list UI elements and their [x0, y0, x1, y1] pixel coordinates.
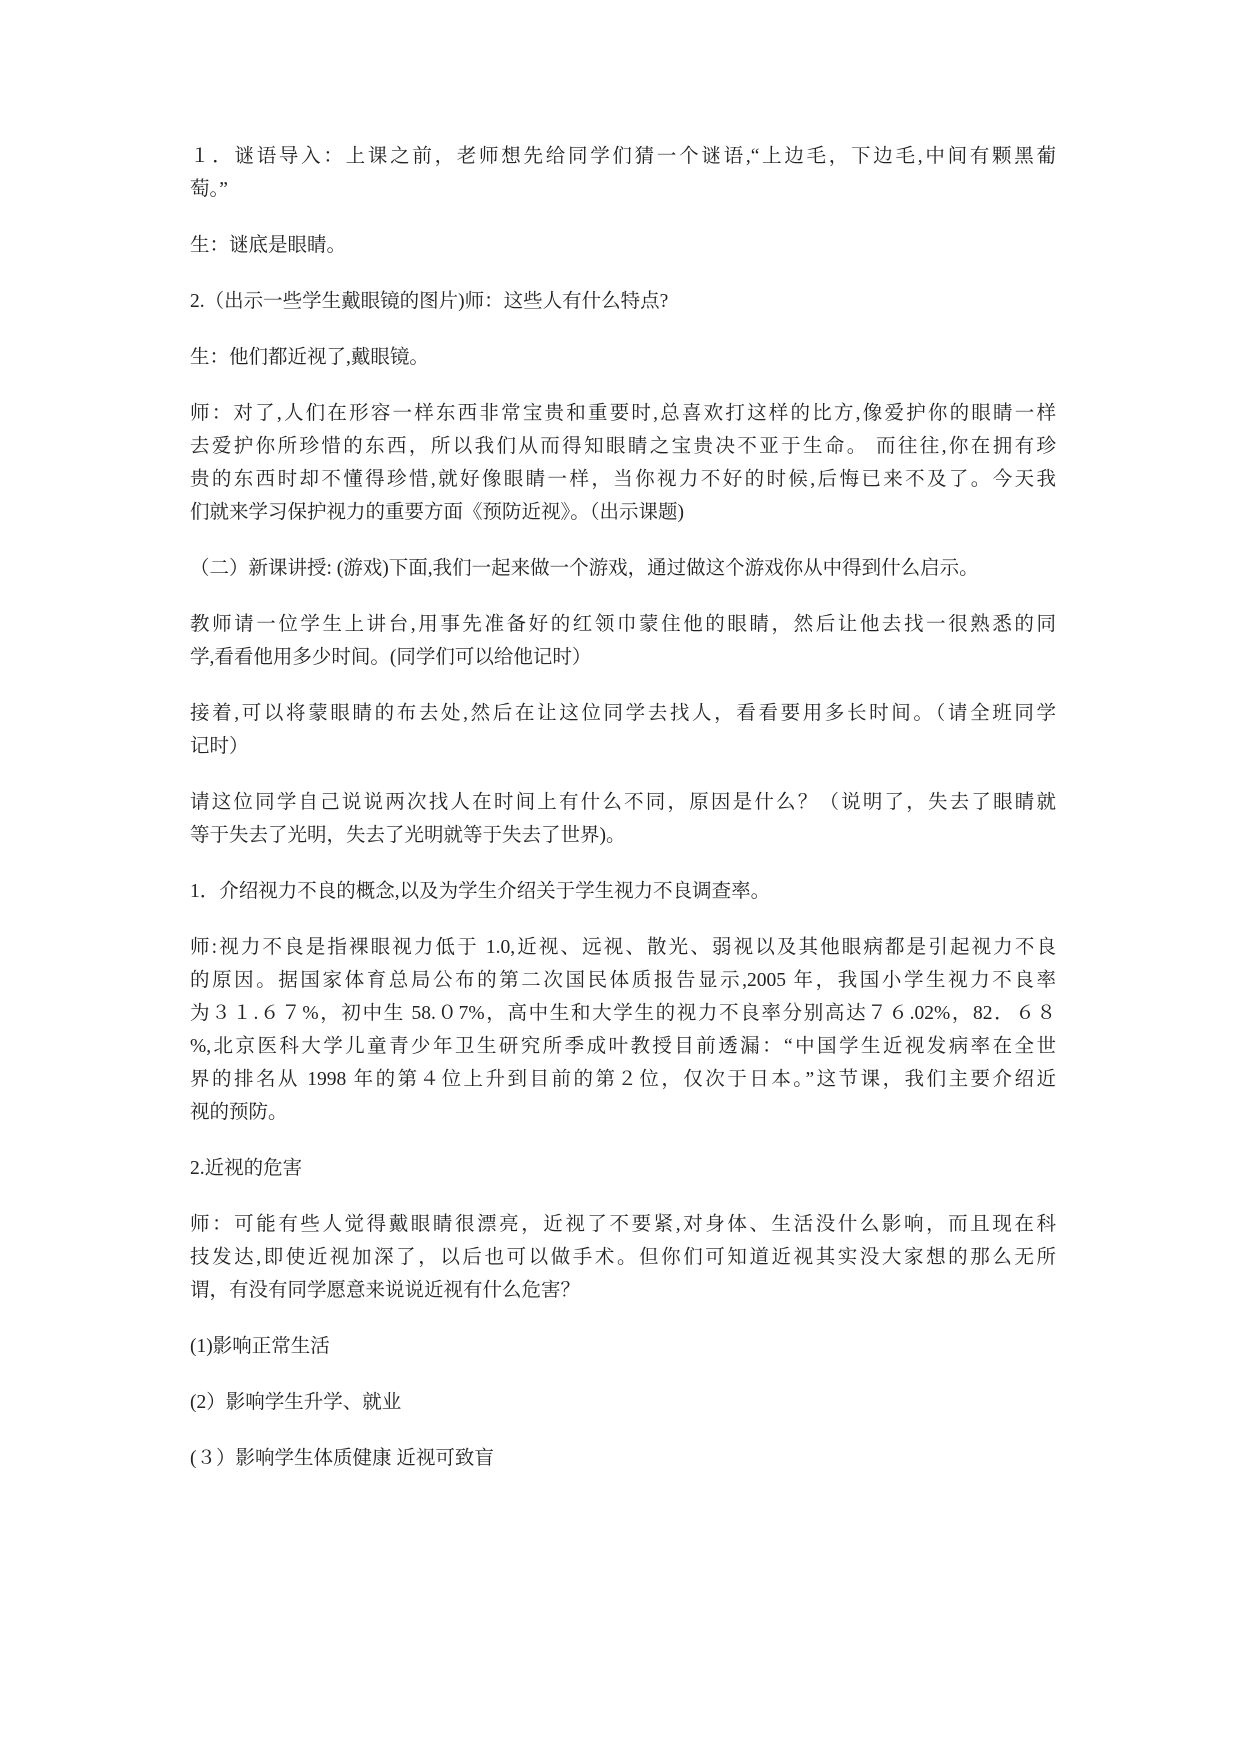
text-line: 生：谜底是眼睛。 — [190, 235, 347, 256]
paragraph — [190, 608, 1056, 674]
text-line: (2）影响学生升学、就业 — [190, 1392, 402, 1413]
paragraph — [190, 285, 1056, 318]
text-line: 2.（出示一些学生戴眼镜的图片)师：这些人有什么特点? — [190, 291, 669, 312]
text-line: 师:视力不良是指裸眼视力低于 1.0,近视、远视、散光、弱视以及其他眼病都是引起视力不良 — [190, 937, 1056, 958]
text-line: （二）新课讲授: (游戏)下面,我们一起来做一个游戏，通过做这个游戏你从中得到什么启示。 — [190, 558, 979, 579]
text-line: 萄。” — [190, 179, 228, 200]
text-line: 的原因。据国家体育总局公布的第二次国民体质报告显示,2005 年，我国小学生视力不良率 — [190, 970, 1056, 991]
text-line: 生：他们都近视了,戴眼镜。 — [190, 347, 429, 368]
paragraph — [190, 697, 1056, 763]
text-line: 1．介绍视力不良的概念,以及为学生介绍关于学生视力不良调查率。 — [190, 881, 771, 902]
paragraph — [190, 1442, 1056, 1475]
paragraph — [190, 397, 1056, 529]
text-line: (1)影响正常生活 — [190, 1336, 330, 1357]
text-line: 2.近视的危害 — [190, 1158, 303, 1179]
text-line: 界的排名从 1998 年的第４位上升到目前的第２位，仅次于日本。”这节课，我们主要介绍近 — [190, 1069, 1056, 1090]
paragraph — [190, 140, 1056, 206]
text-line: 等于失去了光明，失去了光明就等于失去了世界)。 — [190, 825, 626, 846]
text-line: 记时） — [190, 736, 249, 757]
text-line: 教师请一位学生上讲台,用事先准备好的红领巾蒙住他的眼睛，然后让他去找一很熟悉的同 — [190, 614, 1056, 635]
paragraph — [190, 229, 1056, 262]
text-line: 技发达,即使近视加深了，以后也可以做手术。但你们可知道近视其实没大家想的那么无所 — [190, 1247, 1056, 1268]
paragraph — [190, 786, 1056, 852]
paragraph — [190, 1386, 1056, 1419]
paragraph — [190, 552, 1056, 585]
paragraph — [190, 931, 1056, 1129]
text-line: 学,看看他用多少时间。(同学们可以给他记时） — [190, 647, 592, 668]
text-line: 师：可能有些人觉得戴眼睛很漂亮，近视了不要紧,对身体、生活没什么影响，而且现在科 — [190, 1214, 1056, 1235]
text-line: 贵的东西时却不懂得珍惜,就好像眼睛一样，当你视力不好的时候,后悔已来不及了。今天我 — [190, 469, 1056, 490]
text-line: 请这位同学自己说说两次找人在时间上有什么不同，原因是什么？（说明了，失去了眼睛就 — [190, 792, 1056, 813]
text-line: 谓，有没有同学愿意来说说近视有什么危害？ — [190, 1280, 581, 1301]
paragraph — [190, 1152, 1056, 1185]
text-line: 们就来学习保护视力的重要方面《预防近视》。（出示课题) — [190, 502, 684, 523]
document-page — [190, 140, 1056, 1498]
text-line: 为３１.６７%，初中生 58.０7%，高中生和大学生的视力不良率分别高达７６.02%，82．６８ — [190, 1003, 1056, 1024]
text-line: 去爱护你所珍惜的东西，所以我们从而得知眼睛之宝贵决不亚于生命。 而往往,你在拥有珍 — [190, 436, 1056, 457]
text-line: %,北京医科大学儿童青少年卫生研究所季成叶教授目前透漏：“中国学生近视发病率在全世 — [190, 1036, 1056, 1057]
paragraph — [190, 341, 1056, 374]
text-line: (３）影响学生体质健康 近视可致盲 — [190, 1448, 494, 1469]
text-line: 接着,可以将蒙眼睛的布去处,然后在让这位同学去找人，看看要用多长时间。（请全班同学 — [190, 703, 1056, 724]
paragraph — [190, 1330, 1056, 1363]
paragraph — [190, 1208, 1056, 1307]
paragraph — [190, 875, 1056, 908]
text-line: 师：对了,人们在形容一样东西非常宝贵和重要时,总喜欢打这样的比方,像爱护你的眼睛一样 — [190, 403, 1056, 424]
text-line: 视的预防。 — [190, 1102, 288, 1123]
text-line: １．谜语导入：上课之前，老师想先给同学们猜一个谜语,“上边毛，下边毛,中间有颗黑葡 — [190, 146, 1056, 167]
